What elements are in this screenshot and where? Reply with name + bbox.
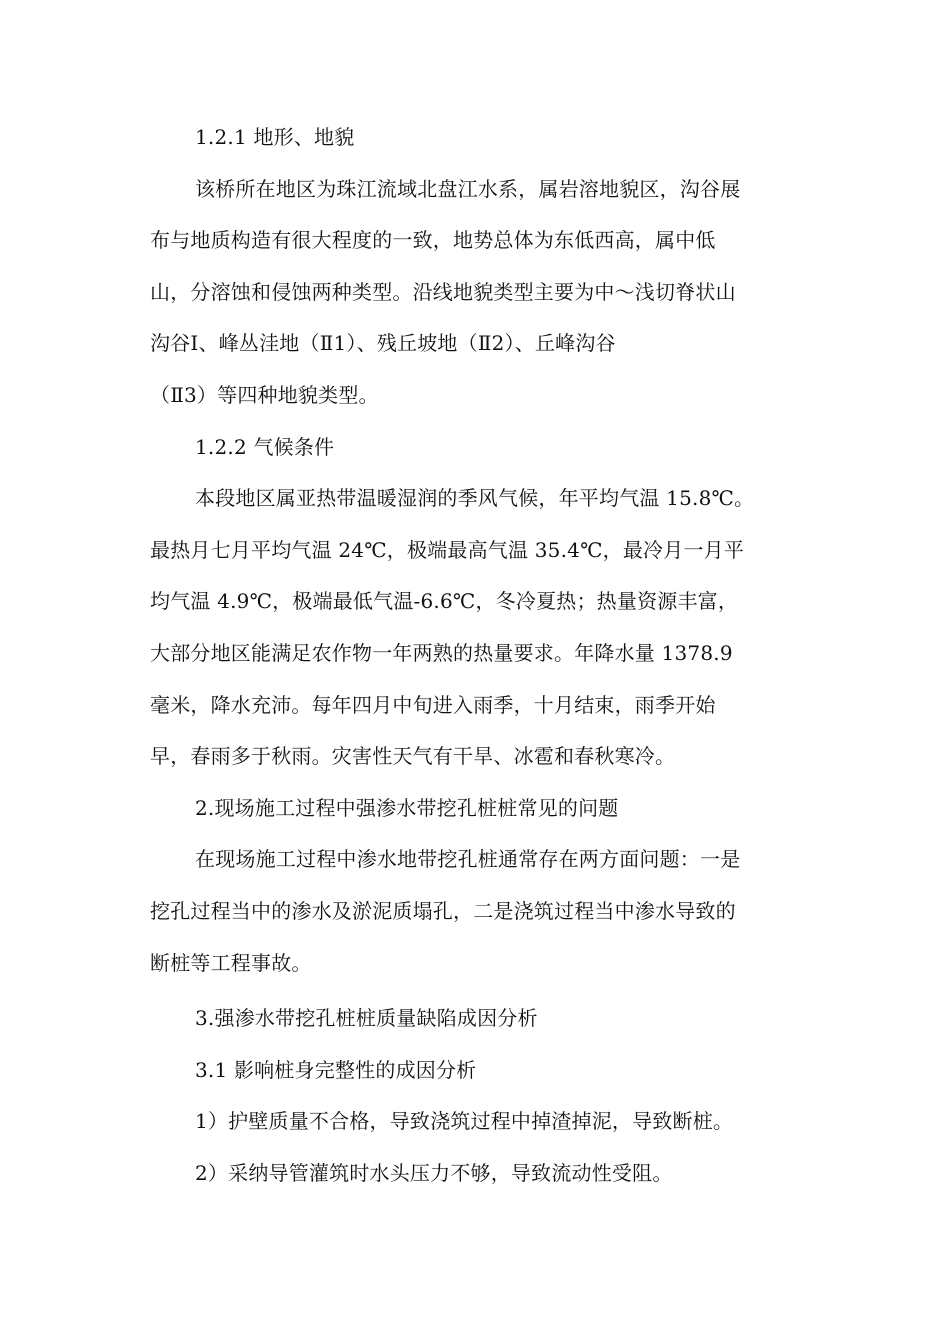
paragraph-line: 断桩等工程事故。: [150, 950, 312, 975]
paragraph-line: 沟谷Ⅰ、峰丛洼地（Ⅱ1）、残丘坡地（Ⅱ2）、丘峰沟谷: [150, 331, 616, 356]
heading-climate: 1.2.2 气候条件: [195, 434, 335, 459]
heading-problems: 2.现场施工过程中强渗水带挖孔桩桩常见的问题: [195, 795, 619, 820]
heading-defect-analysis: 3.强渗水带挖孔桩桩质量缺陷成因分析: [195, 1006, 538, 1031]
heading-terrain: 1.2.1 地形、地貌: [195, 125, 355, 149]
paragraph-line: 该桥所在地区为珠江流域北盘江水系，属岩溶地貌区，沟谷展: [195, 176, 741, 201]
paragraph-line: 大部分地区能满足农作物一年两熟的热量要求。年降水量 1378.9: [150, 640, 733, 665]
paragraph-line: （Ⅱ3）等四种地貌类型。: [150, 382, 379, 407]
paragraph-line: 毫米，降水充沛。每年四月中旬进入雨季，十月结束，雨季开始: [150, 692, 716, 717]
document-page: [150, 112, 802, 1199]
paragraph-line: 本段地区属亚热带温暖湿润的季风气候，年平均气温 15.8℃。: [195, 486, 755, 511]
paragraph-line: 山，分溶蚀和侵蚀两种类型。沿线地貌类型主要为中～浅切脊状山: [150, 279, 736, 304]
list-item: 1）护壁质量不合格，导致浇筑过程中掉渣掉泥，导致断桩。: [195, 1109, 734, 1134]
paragraph-line: 最热月七月平均气温 24℃，极端最高气温 35.4℃，最冷月一月平: [150, 537, 745, 562]
heading-integrity-analysis: 3.1 影响桩身完整性的成因分析: [195, 1057, 477, 1082]
paragraph-line: 在现场施工过程中渗水地带挖孔桩通常存在两方面问题：一是: [195, 847, 741, 872]
paragraph-line: 早，春雨多于秋雨。灾害性天气有干旱、冰雹和春秋寒冷。: [150, 744, 676, 769]
paragraph-line: 布与地质构造有很大程度的一致，地势总体为东低西高，属中低: [150, 228, 716, 253]
paragraph-line: 挖孔过程当中的渗水及淤泥质塌孔，二是浇筑过程当中渗水导致的: [150, 898, 736, 923]
list-item: 2）采纳导管灌筑时水头压力不够，导致流动性受阻。: [195, 1160, 673, 1185]
paragraph-line: 均气温 4.9℃，极端最低气温-6.6℃，冬冷夏热；热量资源丰富，: [150, 589, 739, 614]
